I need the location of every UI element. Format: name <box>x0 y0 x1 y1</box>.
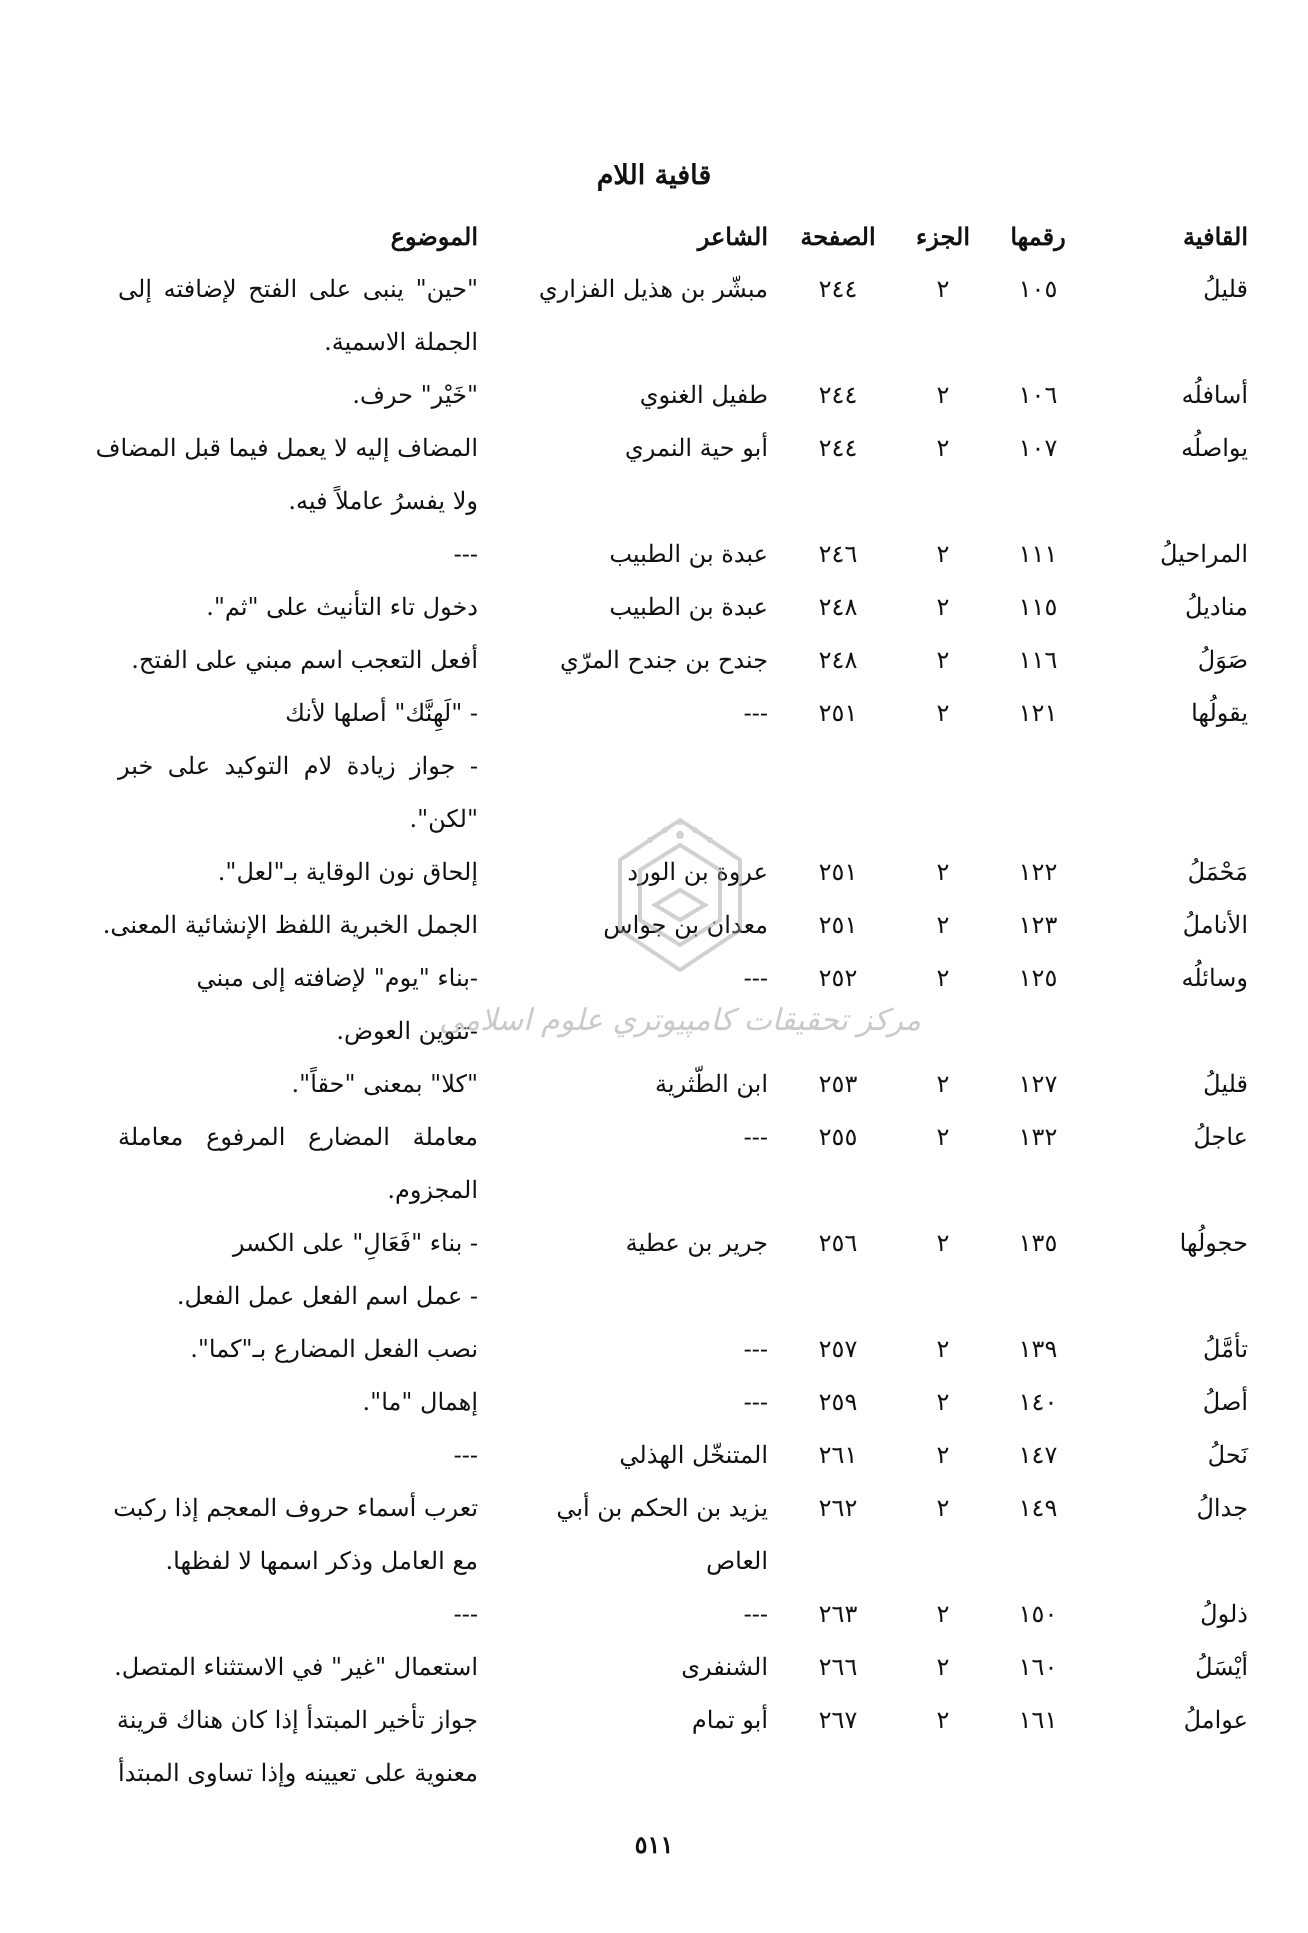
page-cell: ٢٤٨ <box>818 593 858 621</box>
page-number: ٥١١ <box>634 1830 674 1859</box>
number-cell: ١٠٦ <box>1018 381 1058 409</box>
qafia-cell: حجولُها <box>1179 1229 1248 1257</box>
topic-cell: إهمال "ما". <box>362 1388 478 1416</box>
page-cell: ٢٦٧ <box>818 1706 858 1734</box>
juz-cell: ٢ <box>936 1441 950 1469</box>
section-heading: قافية اللام <box>596 160 712 191</box>
table-row <box>0 1111 1308 1164</box>
number-cell <box>998 316 1078 369</box>
poet-cell: العاص <box>706 1547 768 1575</box>
topic-cell: - جواز زيادة لام التوكيد على خبر <box>118 752 478 780</box>
number-cell: ١٤٠ <box>1018 1388 1058 1416</box>
topic-cell: الجمل الخبرية اللفظ الإنشائية المعنى. <box>102 911 478 939</box>
page-cell: ٢٤٤ <box>818 381 858 409</box>
number-cell: ١٣٥ <box>1018 1229 1058 1257</box>
juz-cell: ٢ <box>936 1600 950 1628</box>
juz-cell: ٢ <box>936 1388 950 1416</box>
juz-cell <box>913 1535 973 1588</box>
poet-cell: يزيد بن الحكم بن أبي <box>556 1494 768 1522</box>
poet-cell: جرير بن عطية <box>625 1229 768 1257</box>
column-header-qafia: القافية <box>1182 222 1248 251</box>
poet-cell: جندح بن جندح المرّي <box>559 646 768 674</box>
poet-cell: ابن الطّثرية <box>655 1070 768 1098</box>
poet-cell <box>538 1164 768 1217</box>
page-cell: ٢٥٦ <box>818 1229 858 1257</box>
topic-cell: معنوية على تعيينه وإذا تساوى المبتدأ <box>118 1759 478 1787</box>
page-cell: ٢٥٣ <box>818 1070 858 1098</box>
topic-cell: -تنوين العوض. <box>336 1017 478 1045</box>
qafia-cell: ذلولُ <box>1200 1600 1248 1628</box>
topic-cell: "كلا" بمعنى "حقاً". <box>291 1070 478 1098</box>
qafia-cell: قليلُ <box>1203 1070 1248 1098</box>
qafia-cell: المراحيلُ <box>1159 540 1248 568</box>
topic-cell: "خَيْر" حرف. <box>352 381 478 409</box>
juz-cell: ٢ <box>936 964 950 992</box>
poet-cell: معدان بن جواس <box>603 911 768 939</box>
page-cell: ٢٤٨ <box>818 646 858 674</box>
qafia-cell: أيْسَلُ <box>1195 1653 1248 1681</box>
table-row <box>0 740 1308 793</box>
number-cell: ١٥٠ <box>1018 1600 1058 1628</box>
page-cell <box>788 1535 888 1588</box>
qafia-cell <box>1108 475 1248 528</box>
number-cell: ١٢١ <box>1018 699 1058 727</box>
juz-cell: ٢ <box>936 593 950 621</box>
qafia-cell <box>1108 1270 1248 1323</box>
number-cell: ١٦٠ <box>1018 1653 1058 1681</box>
page-cell <box>788 1164 888 1217</box>
qafia-cell: صَوَلُ <box>1197 646 1248 674</box>
qafia-cell: مناديلُ <box>1185 593 1248 621</box>
poet-cell: عبدة بن الطبيب <box>609 593 768 621</box>
topic-cell: أفعل التعجب اسم مبني على الفتح. <box>131 646 478 674</box>
number-cell: ١٤٩ <box>1018 1494 1058 1522</box>
number-cell: ١١١ <box>1018 540 1058 568</box>
number-cell: ١٣٩ <box>1018 1335 1058 1363</box>
table-row <box>0 687 1308 740</box>
column-header-page: الصفحة <box>800 222 876 251</box>
poet-cell: --- <box>743 1123 768 1151</box>
column-header-poet: الشاعر <box>697 222 768 251</box>
table-row <box>0 1482 1308 1535</box>
qafia-cell: جدالُ <box>1196 1494 1248 1522</box>
juz-cell: ٢ <box>936 1494 950 1522</box>
page-cell: ٢٥٩ <box>818 1388 858 1416</box>
qafia-cell: مَحْمَلُ <box>1187 858 1248 886</box>
juz-cell: ٢ <box>936 1229 950 1257</box>
qafia-cell: يقولُها <box>1191 699 1248 727</box>
topic-cell: دخول تاء التأنيث على "ثم". <box>206 593 478 621</box>
juz-cell <box>913 1164 973 1217</box>
table-row <box>0 1535 1308 1588</box>
page-cell <box>788 475 888 528</box>
page-cell <box>788 1270 888 1323</box>
table-row <box>0 1376 1308 1429</box>
number-cell <box>998 475 1078 528</box>
number-cell <box>998 1270 1078 1323</box>
number-cell: ١٠٥ <box>1018 275 1058 303</box>
qafia-cell: قليلُ <box>1203 275 1248 303</box>
number-cell: ١١٥ <box>1018 593 1058 621</box>
qafia-cell <box>1108 1164 1248 1217</box>
page-cell: ٢٥١ <box>818 699 858 727</box>
qafia-cell <box>1108 1747 1248 1800</box>
qafia-cell: الأناملُ <box>1182 911 1248 939</box>
number-cell: ١٣٢ <box>1018 1123 1058 1151</box>
topic-cell: المجزوم. <box>387 1176 478 1204</box>
page-cell <box>788 316 888 369</box>
table-row <box>0 422 1308 475</box>
poet-cell: عبدة بن الطبيب <box>609 540 768 568</box>
poet-cell: أبو تمام <box>691 1706 768 1734</box>
qafia-cell <box>1108 316 1248 369</box>
page-cell <box>788 1747 888 1800</box>
column-header-juz: الجزء <box>916 222 970 251</box>
number-cell: ١٤٧ <box>1018 1441 1058 1469</box>
qafia-cell: يواصلُه <box>1181 434 1248 462</box>
table-row <box>0 1164 1308 1217</box>
poet-cell: --- <box>743 1388 768 1416</box>
poet-cell: طفيل الغنوي <box>639 381 768 409</box>
topic-cell: استعمال "غير" في الاستثناء المتصل. <box>114 1653 478 1681</box>
poet-cell <box>538 316 768 369</box>
number-cell <box>998 1535 1078 1588</box>
table-header-row <box>0 210 1308 263</box>
poet-cell: --- <box>743 699 768 727</box>
qafia-cell: عاجلُ <box>1193 1123 1248 1151</box>
topic-cell: -بناء "يوم" لإضافته إلى مبني <box>196 964 478 992</box>
topic-cell: تعرب أسماء حروف المعجم إذا ركبت <box>113 1494 478 1522</box>
table-row <box>0 528 1308 581</box>
qafia-cell <box>1108 1535 1248 1588</box>
juz-cell: ٢ <box>936 1653 950 1681</box>
table-row <box>0 1217 1308 1270</box>
poet-cell <box>538 1747 768 1800</box>
table-row <box>0 263 1308 316</box>
column-header-number: رقمها <box>1010 222 1066 251</box>
table-row <box>0 581 1308 634</box>
juz-cell: ٢ <box>936 646 950 674</box>
number-cell: ١٢٥ <box>1018 964 1058 992</box>
number-cell <box>998 1005 1078 1058</box>
poet-cell <box>538 475 768 528</box>
page-cell: ٢٥١ <box>818 858 858 886</box>
topic-cell: - بناء "فَعَالِ" على الكسر <box>232 1229 478 1257</box>
number-cell: ١١٦ <box>1018 646 1058 674</box>
page-cell: ٢٦١ <box>818 1441 858 1469</box>
juz-cell: ٢ <box>936 1070 950 1098</box>
qafia-cell <box>1108 740 1248 793</box>
poet-cell: عروة بن الورد <box>627 858 768 886</box>
number-cell <box>998 740 1078 793</box>
number-cell <box>998 1747 1078 1800</box>
page-cell: ٢٥٢ <box>818 964 858 992</box>
topic-cell: --- <box>453 1600 478 1628</box>
topic-cell: "حين" ينبى على الفتح لإضافته إلى <box>118 275 478 303</box>
qafia-cell: تأمَّلُ <box>1202 1335 1248 1363</box>
poet-cell: أبو حية النمري <box>624 434 768 462</box>
watermark-text: مركز تحقيقات كامپيوتري علوم اسلامي <box>439 1003 921 1038</box>
number-cell: ١٢٢ <box>1018 858 1058 886</box>
juz-cell: ٢ <box>936 858 950 886</box>
qafia-cell: أسافلُه <box>1181 381 1248 409</box>
page-cell: ٢٦٦ <box>818 1653 858 1681</box>
juz-cell: ٢ <box>936 699 950 727</box>
page-cell: ٢٤٦ <box>818 540 858 568</box>
juz-cell <box>913 1747 973 1800</box>
topic-cell: --- <box>453 540 478 568</box>
qafia-cell: عواملُ <box>1183 1706 1248 1734</box>
juz-cell: ٢ <box>936 1335 950 1363</box>
juz-cell <box>913 1270 973 1323</box>
topic-cell: جواز تأخير المبتدأ إذا كان هناك قرينة <box>116 1706 478 1734</box>
table-row <box>0 634 1308 687</box>
table-row <box>0 316 1308 369</box>
table-row <box>0 1747 1308 1800</box>
table-row <box>0 369 1308 422</box>
juz-cell <box>913 316 973 369</box>
poet-cell: --- <box>743 1335 768 1363</box>
poet-cell <box>538 740 768 793</box>
number-cell: ١٦١ <box>1018 1706 1058 1734</box>
topic-cell: - عمل اسم الفعل عمل الفعل. <box>176 1282 478 1310</box>
juz-cell: ٢ <box>936 381 950 409</box>
table-row <box>0 1429 1308 1482</box>
page-cell: ٢٦٣ <box>818 1600 858 1628</box>
poet-cell: الشنفرى <box>681 1653 768 1681</box>
page-cell: ٢٥٥ <box>818 1123 858 1151</box>
table-row <box>0 1588 1308 1641</box>
juz-cell <box>913 1005 973 1058</box>
table-row <box>0 475 1308 528</box>
page-cell: ٢٥٧ <box>818 1335 858 1363</box>
page-cell: ٢٥١ <box>818 911 858 939</box>
number-cell <box>998 793 1078 846</box>
juz-cell: ٢ <box>936 434 950 462</box>
juz-cell: ٢ <box>936 1706 950 1734</box>
juz-cell: ٢ <box>936 540 950 568</box>
table-row <box>0 1323 1308 1376</box>
number-cell: ١٢٧ <box>1018 1070 1058 1098</box>
juz-cell <box>913 740 973 793</box>
juz-cell <box>913 475 973 528</box>
topic-cell: معاملة المضارع المرفوع معاملة <box>118 1123 478 1151</box>
page-cell <box>788 740 888 793</box>
column-header-topic: الموضوع <box>390 222 478 251</box>
number-cell: ١٢٣ <box>1018 911 1058 939</box>
poet-cell: --- <box>743 1600 768 1628</box>
number-cell <box>998 1164 1078 1217</box>
number-cell: ١٠٧ <box>1018 434 1058 462</box>
table-row <box>0 1270 1308 1323</box>
poet-cell: مبشّر بن هذيل الفزاري <box>538 275 768 303</box>
topic-cell: نصب الفعل المضارع بـ"كما". <box>190 1335 478 1363</box>
poet-cell <box>538 1270 768 1323</box>
topic-cell: إلحاق نون الوقاية بـ"لعل". <box>217 858 478 886</box>
juz-cell: ٢ <box>936 911 950 939</box>
topic-cell: - "لَهِنَّك" أصلها لأنك <box>285 699 478 727</box>
table-row <box>0 1641 1308 1694</box>
topic-cell: مع العامل وذكر اسمها لا لفظها. <box>165 1547 478 1575</box>
page-cell: ٢٤٤ <box>818 275 858 303</box>
juz-cell <box>913 793 973 846</box>
topic-cell: المضاف إليه لا يعمل فيما قبل المضاف <box>95 434 478 462</box>
poet-cell: المتنخّل الهذلي <box>619 1441 768 1469</box>
qafia-cell: أصلُ <box>1202 1388 1248 1416</box>
poet-cell: --- <box>743 964 768 992</box>
table-row <box>0 1694 1308 1747</box>
topic-cell: الجملة الاسمية. <box>324 328 478 356</box>
topic-cell: "لكن". <box>409 805 478 833</box>
juz-cell: ٢ <box>936 1123 950 1151</box>
page-cell: ٢٦٢ <box>818 1494 858 1522</box>
page-cell: ٢٤٤ <box>818 434 858 462</box>
topic-cell: --- <box>453 1441 478 1469</box>
qafia-cell: وسائلُه <box>1181 964 1248 992</box>
qafia-cell <box>1108 1005 1248 1058</box>
topic-cell: ولا يفسرُ عاملاً فيه. <box>288 487 478 515</box>
qafia-cell <box>1108 793 1248 846</box>
qafia-cell: نَحلُ <box>1207 1441 1248 1469</box>
juz-cell: ٢ <box>936 275 950 303</box>
